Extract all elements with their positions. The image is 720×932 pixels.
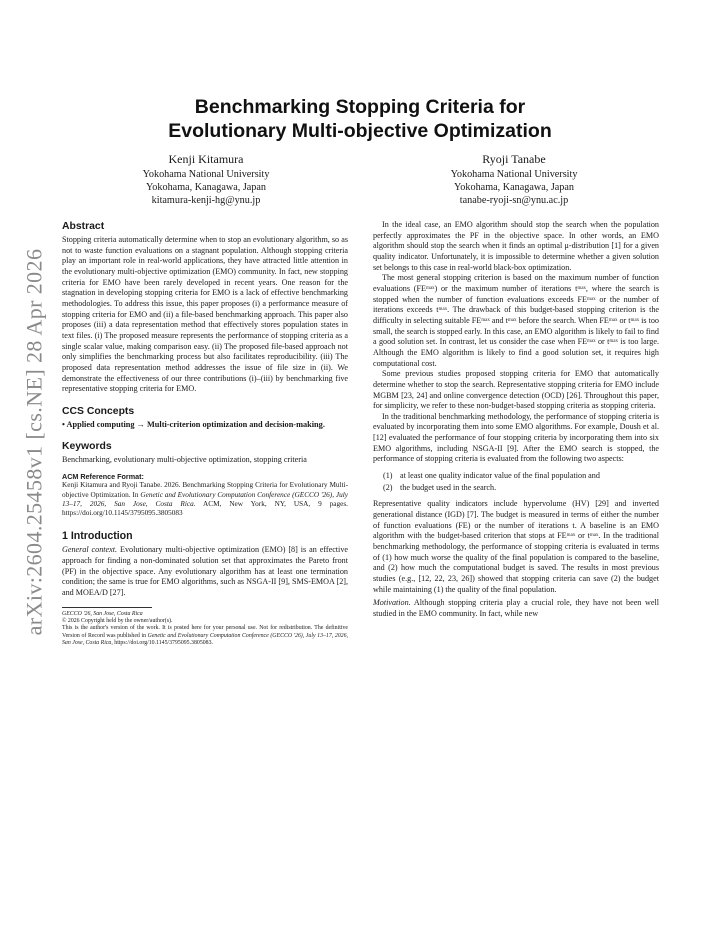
list-item-text: the budget used in the search.	[400, 482, 497, 492]
list-item-number: (1)	[383, 471, 393, 481]
paper-title	[70, 95, 650, 143]
acm-ref-venue: Genetic and Evolutionary Computation Conference (GECCO '26), July 13–17, 2026, San Jose, Costa Rica.	[62, 490, 349, 508]
motivation-lead: Motivation.	[373, 598, 411, 608]
title-line-2: Evolutionary Multi-objective Optimization	[168, 120, 552, 142]
introduction-text	[62, 545, 348, 598]
paragraph-previous-studies: Some previous studies proposed stopping criteria for EMO that automatically determine whether to stop the search. Representative stopping criteria for EMO include MGBM [23, 24] and online convergence detection (OCD) [26]. Throughout this paper, for simplicity, we refer to these non-budget-based stopping criteria as stopping criteria.	[373, 369, 659, 411]
arxiv-id-text: arXiv:2604.25458v1 [cs.NE] 28 Apr 2026	[21, 248, 46, 636]
right-column	[373, 220, 659, 620]
ccs-heading: CCS Concepts	[62, 405, 135, 417]
acm-ref-tail[interactable]: ACM, New York, NY, USA, 9 pages. https://doi.org/10.1145/3795095.3805083	[62, 499, 348, 518]
list-item-number: (2)	[383, 482, 393, 492]
paragraph-ideal-case: In the ideal case, an EMO algorithm should stop the search when the population perfectly approximates the PF in the objective space. In other words, an EMO algorithm should stop the search when it finds an optimal μ-distribution [1] for a given quality indicator. Unfortunately, it is impossible to determine whether a given solution set belongs to this case in real-world black-box optimization.	[373, 220, 659, 272]
keywords-heading: Keywords	[62, 440, 112, 452]
author-email[interactable]: kitamura-kenji-hg@ynu.jp	[151, 195, 261, 206]
footnote-notice	[62, 625, 348, 647]
arxiv-identifier	[6, 200, 62, 684]
title-line-1: Benchmarking Stopping Criteria for	[194, 96, 526, 118]
paragraph-quality-indicators: Representative quality indicators include hypervolume (HV) [29] and inverted generational distance (IGD) [7]. The budget is measured in terms of either the number of function evaluations (FE) or the number of iterations t. A baseline is an EMO algorithm with the budget-based criterion that stops at FEᵐᵃˣ or tᵐᵃˣ. In the traditional benchmarking methodology, the performance of stopping criteria is evaluated in terms of (1) how much worse the quality of the final population is compared to the baseline, and (2) how much the computational budget is saved. The results in most previous studies (e.g., [12, 22, 23, 26]) showed that stopping criteria can save (2) the budget while maintaining (1) the quality of the final population.	[373, 499, 659, 594]
author-affiliation: Yokohama National University	[142, 169, 270, 180]
list-item-text: at least one quality indicator value of the final population and	[400, 471, 600, 481]
evaluation-aspects-list	[373, 471, 659, 493]
paragraph-motivation	[373, 598, 659, 619]
keywords-text: Benchmarking, evolutionary multi-objective optimization, stopping criteria	[62, 454, 307, 464]
author-affiliation: Yokohama National University	[450, 169, 578, 180]
author-block-2	[394, 152, 634, 207]
ccs-text: • Applied computing → Multi-criterion optimization and decision-making.	[62, 419, 325, 429]
paragraph-traditional-benchmarking: In the traditional benchmarking methodology, the performance of stopping criteria is evaluated by incorporating them into some EMO algorithms. For example, Doush et al. [12] evaluated the performance of four stopping criteria by incorporating them into six EMO algorithms, including NSGA-II [9]. After the EMO search is stopped, the performance of stopping criteria is evaluated from the following two aspects:	[373, 411, 659, 464]
abstract-text: Stopping criteria automatically determine when to stop an evolutionary algorithm, so as not to waste function evaluations on a stagnant population. Although stopping criteria play an important role in real-world applications, they have attracted little attention in the evolutionary multi-objective optimization (EMO) community. In fact, new stopping criteria for EMO have been rarely developed in recent years. One reason for the stagnation in developing stopping criteria for EMO is a lack of effective benchmarking methodologies. To address this issue, this paper proposes (i) a performance measure of stopping criteria for EMO and (ii) a file-based benchmarking approach. This paper also proposes (iii) a data representation method that effectively stores population states in text files. (i) The proposed measure represents the performance of stopping criteria as a single scalar value, making comparison easy. (ii) The proposed file-based approach not only simplifies the benchmarking process but also facilitates reproducibility. (iii) The proposed data representation method addresses the issue of file size in (ii). We demonstrate the effectiveness of our three contributions (i)–(iii) by benchmarking five representative stopping criteria for EMO.	[62, 235, 348, 394]
left-column	[62, 220, 348, 647]
acm-ref-plain: Kenji Kitamura and Ryoji Tanabe. 2026. Benchmarking Stopping Criteria for Evolutionary Multi-objective Optimization. In	[62, 481, 348, 499]
author-name: Kenji Kitamura	[168, 152, 244, 166]
motivation-body: Although stopping criteria play a crucial role, they have not been well studied in the EMO community. In fact, while new	[373, 598, 659, 618]
paragraph-budget-criterion: The most general stopping criterion is based on the maximum number of function evaluations (FEᵐᵃˣ) or the maximum number of iterations tᵐᵃˣ, where the search is stopped when the number of function evaluations exceeds FEᵐᵃˣ or the number of iterations exceeds tᵐᵃˣ. The drawback of this budget-based stopping criterion is the difficulty in selecting suitable FEᵐᵃˣ and tᵐᵃˣ before the search. When FEᵐᵃˣ or tᵐᵃˣ is too small, the search is stopped early. In this case, an EMO algorithm is likely to fail to find a good solution set. In contrast, let us consider the case when FEᵐᵃˣ or tᵐᵃˣ is too large. Although the EMO algorithm is likely to find a good solution set, it requires high computational cost.	[373, 273, 659, 368]
introduction-heading: 1 Introduction	[62, 530, 133, 543]
author-name: Ryoji Tanabe	[482, 152, 546, 166]
intro-lead: General context.	[62, 545, 118, 555]
footnote-venue: GECCO '26, San Jose, Costa Rica	[62, 610, 143, 617]
abstract-heading: Abstract	[62, 221, 105, 232]
acm-reference-heading: ACM Reference Format:	[62, 472, 144, 482]
footnote-copyright: © 2026 Copyright held by the owner/author(s).	[62, 618, 173, 625]
author-location: Yokohama, Kanagawa, Japan	[145, 182, 267, 193]
author-email[interactable]: tanabe-ryoji-sn@ynu.ac.jp	[459, 195, 569, 206]
list-item	[383, 483, 659, 494]
fn-venue-italic: Genetic and Evolutionary Computation Conference (GECCO '26), July 13–17, 2026, San Jose, Costa Rica	[62, 632, 348, 646]
author-block-1	[86, 152, 326, 207]
fn-plain: This is the author's version of the work. It is posted here for your personal use. Not for redistribution. The definitive Version of Record was published in	[62, 625, 348, 639]
intro-body: Evolutionary multi-objective optimization (EMO) [8] is an effective approach for finding a non-dominated solution set that approximates the Pareto front (PF) in the objective space. Any evolutionary algorithm has at least one termination condition; the same is true for EMO algorithms, such as NSGA-II [9], SMS-EMOA [2], and MOEA/D [27].	[62, 545, 348, 598]
acm-reference	[62, 472, 348, 518]
fn-tail[interactable]: , https://doi.org/10.1145/3795095.3805083.	[111, 639, 213, 646]
footnote-divider	[62, 607, 152, 608]
acm-reference-text	[62, 481, 348, 518]
list-item	[383, 471, 659, 482]
copyright-footnote	[62, 611, 348, 647]
author-location: Yokohama, Kanagawa, Japan	[453, 182, 575, 193]
